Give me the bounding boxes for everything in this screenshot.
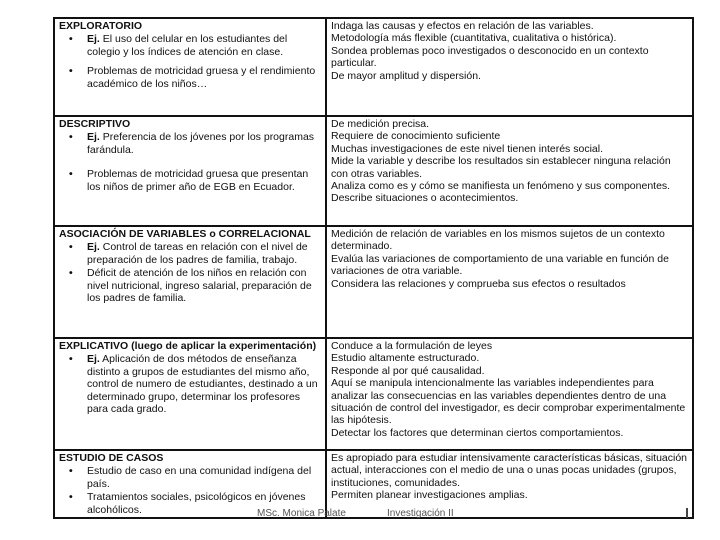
characteristic: Evalúa las variaciones de comportamiento de una variable en función de variaciones de otra variable. — [331, 252, 669, 278]
characteristic: Aquí se manipula intencionalmente las variables independientes para analizar las consecuencias en las variables dependientes dentro de una situación de control del investigador, es decir comprobar experimentalmente las hipótesis. — [331, 377, 686, 427]
table-row-descriptivo — [54, 116, 693, 226]
characteristic: Metodología más flexible (cuantitativa, cualitativa o histórica). — [331, 32, 617, 45]
characteristic: Permiten planear investigaciones amplias. — [331, 489, 528, 502]
characteristic: Estudio altamente estructurado. — [331, 352, 480, 365]
examples-list — [59, 241, 321, 304]
type-cell — [54, 226, 326, 338]
characteristic: Responde al por qué causalidad. — [331, 364, 485, 377]
characteristic: Considera las relaciones y comprueba sus efectos o resultados — [331, 277, 626, 290]
examples-list — [59, 353, 321, 415]
characteristic: Requiere de conocimiento suficiente — [331, 130, 501, 143]
type-title: ASOCIACIÓN DE VARIABLES o CORRELACIONAL — [59, 228, 311, 240]
type-title: DESCRIPTIVO — [59, 118, 131, 130]
footer-author: MSc. Monica Palate — [257, 508, 346, 519]
characteristic: De medición precisa. — [331, 118, 430, 130]
example-item: • Estudio de caso en una comunidad indígena del país. — [69, 465, 321, 490]
examples-list — [59, 131, 321, 193]
example-item: • Problemas de motricidad gruesa que presentan los niños de primer año de EGB en Ecuador. — [69, 168, 321, 193]
characteristics-cell — [326, 116, 693, 226]
characteristics-cell — [326, 18, 693, 116]
example-item: • Déficit de atención de los niños en relación con nivel nutricional, ingreso salarial, preparación de los padres de familia. — [69, 267, 321, 304]
research-types-table — [53, 17, 694, 519]
table-row-explicativo — [54, 338, 693, 450]
example-item: • Tratamientos sociales, psicológicos en jóvenes alcohólicos. — [69, 491, 321, 516]
example-item: • Ej. Control de tareas en relación con el nivel de preparación de los padres de familia, trabajo. — [69, 241, 321, 266]
characteristic: De mayor amplitud y dispersión. — [331, 69, 481, 82]
characteristic: Analiza como es y cómo se manifiesta un fenómeno y sus componentes. — [331, 180, 671, 193]
type-title: ESTUDIO DE CASOS — [59, 452, 164, 464]
characteristic: Es apropiado para estudiar intensivamente características básicas, situación actual, interacciones con el medio de una o unas pocas unidades (grupos, instituciones, comunidades. — [331, 452, 688, 489]
example-item: • Ej. El uso del celular en los estudiantes del colegio y los índices de atención en clase. — [69, 33, 321, 58]
example-item: • Ej. Aplicación de dos métodos de enseñanza distinto a grupos de estudiantes del mismo año, control de numero de estudiantes, destinado a un determinado grupo, determinar los profesores para cada grado. — [69, 353, 321, 415]
characteristic: Describe situaciones o acontecimientos. — [331, 192, 519, 205]
characteristics-cell — [326, 338, 693, 450]
type-title: EXPLICATIVO (luego de aplicar la experimentación) — [59, 340, 317, 352]
characteristic: Sondea problemas poco investigados o desconocido en un contexto particular. — [331, 44, 649, 70]
type-title: EXPLORATORIO — [59, 20, 143, 32]
table-row-exploratorio — [54, 18, 693, 116]
table-row-estudio-de-casos — [54, 450, 693, 518]
footer-course: Investigación II — [387, 508, 454, 519]
example-item: • Problemas de motricidad gruesa y el rendimiento académico de los niños… — [69, 65, 321, 90]
type-cell — [54, 18, 326, 116]
characteristic: Indaga las causas y efectos en relación de las variables. — [331, 20, 594, 32]
characteristics-cell — [326, 226, 693, 338]
characteristics-cell — [326, 450, 693, 518]
characteristic: Muchas investigaciones de este nivel tienen interés social. — [331, 142, 603, 155]
characteristic: Mide la variable y describe los resultados sin establecer ninguna relación con otras variables. — [331, 155, 671, 180]
examples-list — [59, 33, 321, 90]
characteristic: Medición de relación de variables en los mismos sujetos de un contexto determinado. — [331, 228, 665, 253]
example-item: • Ej. Preferencia de los jóvenes por los programas farándula. — [69, 131, 321, 156]
characteristic: Detectar los factores que determinan ciertos comportamientos. — [331, 426, 624, 439]
footer-divider — [686, 508, 688, 518]
type-cell — [54, 338, 326, 450]
characteristic: Conduce a la formulación de leyes — [331, 340, 493, 352]
table-row-correlacional — [54, 226, 693, 338]
type-cell — [54, 116, 326, 226]
